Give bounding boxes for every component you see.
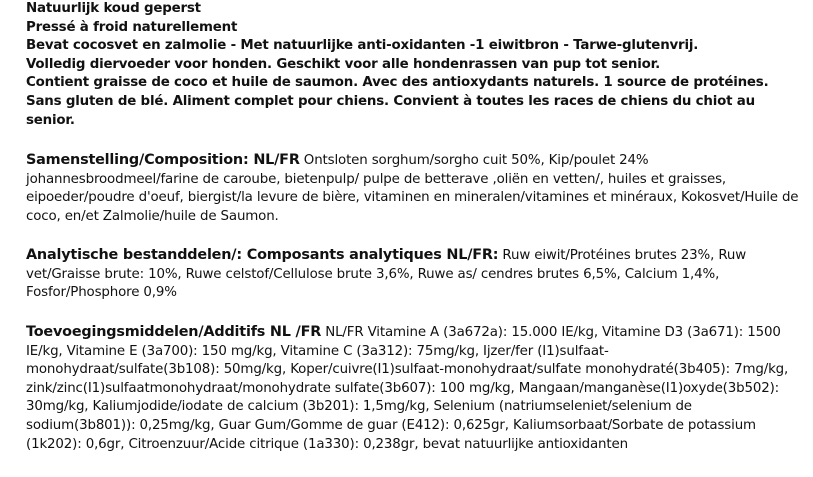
analytical-text: Ruw eiwit/Protéines brutes 23%, Ruw vet/Graisse brute: 10%, Ruwe celstof/Cellulose brute 3,6%, Ruwe as/ cendres brutes 6,5%, Calcium 1,4%, Fosfor/Phosphore 0,9% [26,248,747,301]
additives-text: NL/FR Vitamine A (3a672a): 15.000 IE/kg, Vitamine D3 (3a671): 1500 IE/kg, Vitamine E (3a700): 150 mg/kg, Vitamine C (3a312): 75mg/kg, Ijzer/fer (I1)sulfaat-monohydraat/sulfate(3b108): 50mg/kg, Koper/cuivre(I1)sulfaat-monohydraat/sulfate monohydraté(3b405): 7mg/kg, zink/zinc(I1)sulfaatmonohydraat/monohydrate sulfate(3b607): 100 mg/kg, Mangaan/manganèse(I1)oxyde(3b502): 30mg/kg, Kaliumjodide/iodate de calcium (3b201): 1,5mg/kg, Selenium (natriumseleniet/selenium de sodium(3b801)): 0,25mg/kg, Guar Gum/Gomme de guar (E412): 0,625gr, Kaliumsorbaat/Sorbate de potassium (1k202): 0,6gr, Citroenzuur/Acide citrique (1a330): 0,238gr, bevat natuurlijke antioxidanten [26,325,789,452]
intro-line-5: Contient graisse de coco et huile de saumon. Avec des antioxydants naturels. 1 source de protéines. [26,75,769,91]
analytical-heading: Analytische bestanddelen/: Composants analytiques NL/FR: [26,247,499,263]
intro-line-2: Pressé à froid naturellement [26,19,238,35]
additives-heading: Toevoegingsmiddelen/Additifs NL /FR [26,324,322,340]
intro-line-4: Volledig diervoeder voor honden. Geschikt voor alle hondenrassen van pup tot senior. [26,56,661,72]
additives-section [26,323,799,454]
intro-line-1: Natuurlijk koud geperst [26,1,201,16]
composition-section [26,151,799,226]
analytical-section [26,246,799,303]
composition-text: Ontsloten sorghum/sorgho cuit 50%, Kip/poulet 24% johannesbroodmeel/farine de caroube, bietenpulp/ pulpe de betterave ,oliën en vetten/, huiles et graisses, eipoeder/poudre d'oeuf, biergist/la levure de bière, vitaminen en mineralen/vitamines et minéraux, Kokosvet/Huile de coco, en/et Zalmolie/huile de Saumon. [26,153,799,224]
composition-heading: Samenstelling/Composition: NL/FR [26,152,300,168]
intro-line-6: Sans gluten de blé. Aliment complet pour chiens. Convient à toutes les races de chiens du chiot au senior. [26,93,755,128]
intro-block [26,0,801,130]
intro-line-3: Bevat cocosvet en zalmolie - Met natuurlijke anti-oxidanten -1 eiwitbron - Tarwe-glutenvrij. [26,38,699,54]
